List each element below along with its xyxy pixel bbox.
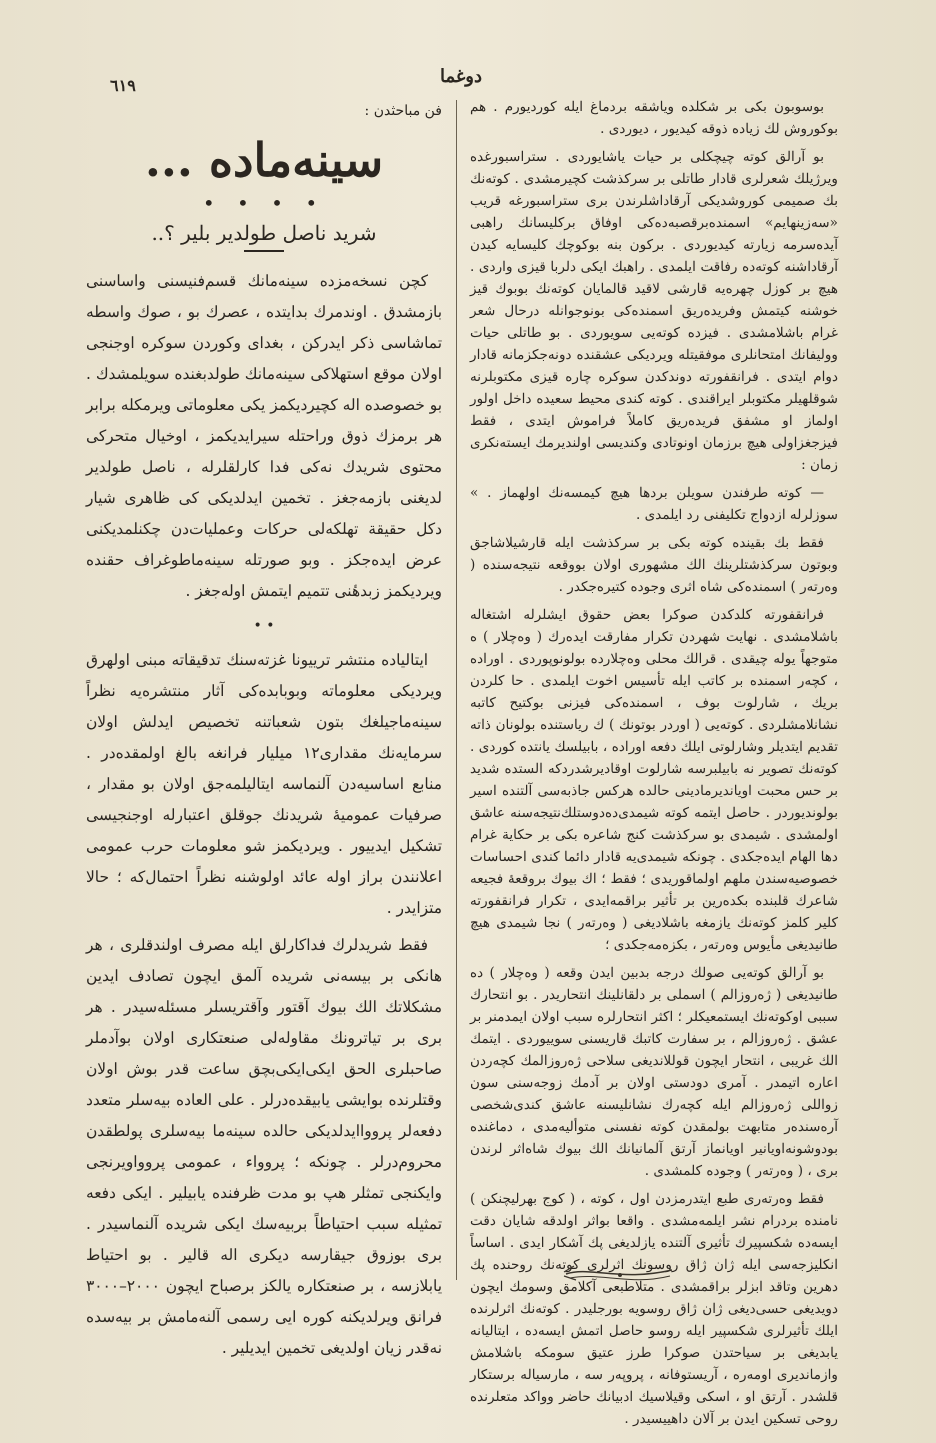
section-separator: • •: [253, 618, 275, 634]
tailpiece-ornament: [560, 1252, 680, 1292]
left-column: [86, 100, 442, 1360]
subtitle-rule: [244, 250, 284, 252]
article-paragraph: فرانقفورته كلدكدن صوكرا بعض حقوق ايشلرله اشتغاله باشلامشدى . نهايت شهردن تكرار مفارقت ايده‌رك ( وه‌چلار ) ه متوجهاً يوله چيقدى . قرالك محلى وه‌چلارده بولونوپوردى . اوراده ، كچه‌ر اسمنده بر كاتب ايله تأسيس اخوت ايلمدى . حا كلردن بريك ، شارلوت بوف ، اسمنده‌كى فيزنى بوكتيح كاتبه نشانلامشلردى . كوته‌يى ( اوردر بوتونك ) ك رياستنده بولونان ذاته تقديم ايتديلر وشارلوتى ايلك دفعه اوراده ، بابيلسك يانتده كوردى . كوته‌نك تصوير نه بابيلبرسه شارلوت اوقاديرشدردكه الستده شديد بر حس محبت اويانديرمادينى حالده هركس جاذبه‌سى آلتنده اسير بولونديوردر . حاصل ايتمه كوته شيمدى‌ده‌دوستلك‌نتيجه‌سنه عاشق اولمشدى . شيمدى بو سركذشت كنج شاعره بكى بر حكاية غرام دها الهام ايده‌جكدى . چونكه شيمدى‌يه قادار دائما كندى احساسات خصوصيه‌سندن ملهم اولماقوريدى ؛ فقط ؛ اك بيوك بروقعهٔ فجيعه شاعرك قلبنده بكده‌رين بر تأثير براقمه‌ايدى ، تكرار فرانقفورته كلير كلمز كوته‌نك يازمغه باشلاديغى ( وه‌رته‌ر ) نجا شيمدى هيچ طانيديغى مأيوس وه‌رته‌ر ، بكزه‌مه‌جكدى ؛: [470, 607, 838, 953]
section-label: فن مباحثدن :: [364, 103, 442, 119]
article-paragraph: بوسوبون بكى بر شكلده وياشقه بردماغ ايله كورديورم . هم بوكوروش لك زياده ذوقه كيديور ، ديوردى .: [470, 99, 838, 137]
article-paragraph: ايتالياده منتشر ترييونا غزته‌سنك تدقيقاته مبنى اولهرق ويرديكى معلوماته وبوبابده‌كى آثار منتشره‌يه نظراً سينه‌ماجيلغك بتون شعباتنه تخصيص ايدلش اولان سرمايه‌نك مقدارى١٢ ميليار فرانغه بالغ اولمقده‌در . منابع اساسيه‌دن آلنماسه ايتاليلمه‌جق اولان بو مقدار ، صرفيات عموميهٔ شريدنك جوقلق اعتبارله اوجنجيسى تشكيل ايدييور . ويرديكمز شو معلومات حرب عمومى اعلانندن براز اوله عائد اولوشنه نظراً احتمال‌كه ؛ حالا متزايدر .: [86, 651, 442, 917]
column-divider: [456, 100, 457, 1280]
title-ornament: • • • •: [202, 191, 326, 215]
journal-name: دوغما: [440, 66, 483, 87]
article-paragraph: كچن نسخه‌مزده سينه‌مانك قسم‌فنيسنى واساسنى بازمشدق . اوندمرك بدايتده ، عصرك بو ، صوك واسطه تماشاسى ذكر ايدركن ، بغداى وكوردن سوكره اوجنجى اولان موقع استهلاكى سينه‌مانك طولدبغنده سويلمشدك . بو خصوصده اله كچيرديكمز يكى معلوماتى ويرمكله برابر هر برمزك ذوق وراحتله سيرايديكمز ، اوخيال متحركى محتوى شريدك نه‌كى فدا كارلقلرله ، ناصل طولدير لديغنى بازمه‌جغز . تخمين ايدلديكى كى ظاهرى شيار دكل حقيقة تهلكه‌لى حركات وعمليات‌دن چكنلمديكنى عرض ايده‌جكز . وبو صورتله سينه‌ماطوغراف حقنده ويرديكمز زبدهٔنى تتميم ايتمش اوله‌جغز .: [86, 272, 442, 600]
right-column: [470, 96, 838, 1427]
page-number: ٦١٩: [110, 76, 136, 95]
article-paragraph: بو آرالق كوته چيچكلى بر حيات ياشايوردى . ستراسبورغده ويرژيلك شعرلرى قادار طاتلى بر سركذشت كچيرمشدى . كوته‌نك بك صميمى كوروشديكى آرقاداشلرندن برى ستراسبورغه قريب «سه‌زينهايم» اسمنده‌برقصبه‌ده‌كى اوفاق بركليسانك راهبى آيده‌سرمه زيارته كيديوردى . بركون بنه بوكوچك كليسايه كيدن آرقاداشنه كوته‌ده رفاقت ايلمدى . راهبك ايكى دلربا قيزى واردى . هيچ بر كوزل چهره‌يه قارشى لاقيد قالمايان كوته‌نك بوبوك قيز خوشنه كيتمش وفريده‌ريق اسمنده‌كى بونوجوانله درحال شعر غرام باشلامشدى . فيزده كوته‌يى سويوردى . بو طاتلى حيات ووليفانك امتحانلرى موفقيتله ويرديكى عشقنده دونه‌جكزمانه قادار دوام ايتدى . فرانقفورته دوندكدن سوكره چاره قيزى مكتوبلرنه شوقلهيلر مكتوبلر ايراقندى . كوته كندى محيط سعيده داخل اولور اولماز او مشفق فريده‌ريق كاملاً فراموش ايتدى ، فقط فيزجغزاولى هيچ برزمان اونوتادى وكنديسى اولنديرمك ايسته‌نكرى زمان :: [470, 149, 838, 473]
article-paragraph: — كوته طرفندن سويلن بردها هيچ كيمسه‌نك اولهماز . » سوزلرله ازدواج تكليفنى رد ايلمدى .: [470, 485, 838, 523]
article-paragraph: فقط بك بقينده كوته بكى بر سركذشت ايله قارشيلاشاجق وبوتون سركذشتلرينك الك مشهورى اولان بووقعه نتيجه‌سنده ( وه‌رته‌ر ) اسمنده‌كى شاه اثرى وجوده كتيره‌جكدر .: [470, 535, 838, 595]
article-subtitle: شريد ناصل طولدير بلير ؟..: [151, 221, 377, 245]
article-paragraph: فقط وه‌رته‌رى طبع ايتدرمزدن اول ، كوته ، ( كوج بهرليچنكن ) نامنده بردرام نشر ايلمه‌مشدى . واقعا بواثر اولدقه شايان دقت ايسه‌ده شكسپيرك تأثيرى آلتنده يازلديغى پك آشكار ايدى . اساساً انكليزجه‌سى ايله ژان ژاق روسونك اثرلرى كوته‌نك روحنده پك دهرين وتاقد ابزلر براقمشدى . متلاطبعى آكلامق وسومك ايچون دويديغى حسى‌ديغى ژان ژاق روسويه بورجليدر . كوته‌نك اثرلرنده ايلك تأثيرلرى شكسپير ايله روسو حاصل اتمش ايسه‌ده ، ايتاليانه يابديغى بر سياحتدن صوكرا طرز عتيق سومكه باشلامش وازمانديرى اومه‌ره ، آريستوفانه ، پروپه‌ر سه ، مارسياله برستكار قلشدر . آرتق او ، اسكى وقيلاسيك ادبيانك حاضر وواكد متعلرنده روحى تسكين ايدن بر آلان داهييسيدر .: [470, 1191, 838, 1427]
article-paragraph: بو آرالق كوته‌يى صولك درجه بدبين ايدن وقعه ( وه‌چلار ) ده طانيديغى ( ژه‌روزالم ) اسملى بر دلقانلينك انتحاريدر . بو انتحارك سببى اوكوته‌نك ايستمعيكلر ؛ اكثر انتحارلره سبب اولان ايمدمنر بر عشق . ژه‌روزالم ، بر سفارت كاتبك قاريسنى سوييوردى . ايتمك الك غريبى ، انتحار ايچون قوللانديغى سلاحى ژه‌روزالمك كچه‌ردن اعاره اتيمدر . آمرى دودستى اولان بر آدمك زوجه‌سنى سون زواللى ژه‌روزالم ايله كچه‌رك نشانليسنه عاشق كندى‌شخصى آره‌سنده‌ر متابهت بولمقدن كوته نفسنى متوأليه‌مدى ، دماغنده بودوشونه‌اويانير اويانماز آرتق آلمانيانك الك بيوك شاه‌اثر لرندن برى ، ( وه‌رته‌ر ) وجوده كلمشدى .: [470, 965, 838, 1179]
article-title: سينه‌ماده ...: [144, 133, 384, 187]
article-paragraph: فقط شريدلرك فداكارلق ايله مصرف اولندقلرى ، هر هانكى بر بيسه‌نى شريده آلمق ايچون تصادف ايدين مشكلاتك الك بيوك آقتور وآقتريسلر مسئله‌سيدر . هر برى بر تياترونك مقاوله‌لى صنعتكارى اولان بوآدملر صاحبلرى الحق ايكى‌ايكى‌بچق ساعت قدر بوش اولان وقتلرنده بوايشى يابيقده‌درلر . على العاده بيه‌سلر متعدد دفعه‌لر پروواايدلديكى حالده سينه‌ما بيه‌سلرى پولطقدن محروم‌درلر . چونكه ؛ پروواء ، عمومى پروواويرنجى وايكنجى تمثلر هپ بو مدت ظرفنده يابيلير . ايكى دفعه تمثيله سبب احتياطاً بربيه‌سك ايكى شريده آلنماسيدر . برى بوزوق جيقارسه ديكرى اله قالير . بو احتياط يابلازسه ، بر صنعتكاره يالكز برصباح ايچون ٢٠٠٠–٣٠٠٠ فرانق ويرلديكنه كوره ايى رسمى آلنه‌مامش بر بيه‌سده نه‌قدر زيان اولديغى تخمين ايديلير .: [86, 936, 442, 1357]
page-header: [40, 66, 896, 96]
